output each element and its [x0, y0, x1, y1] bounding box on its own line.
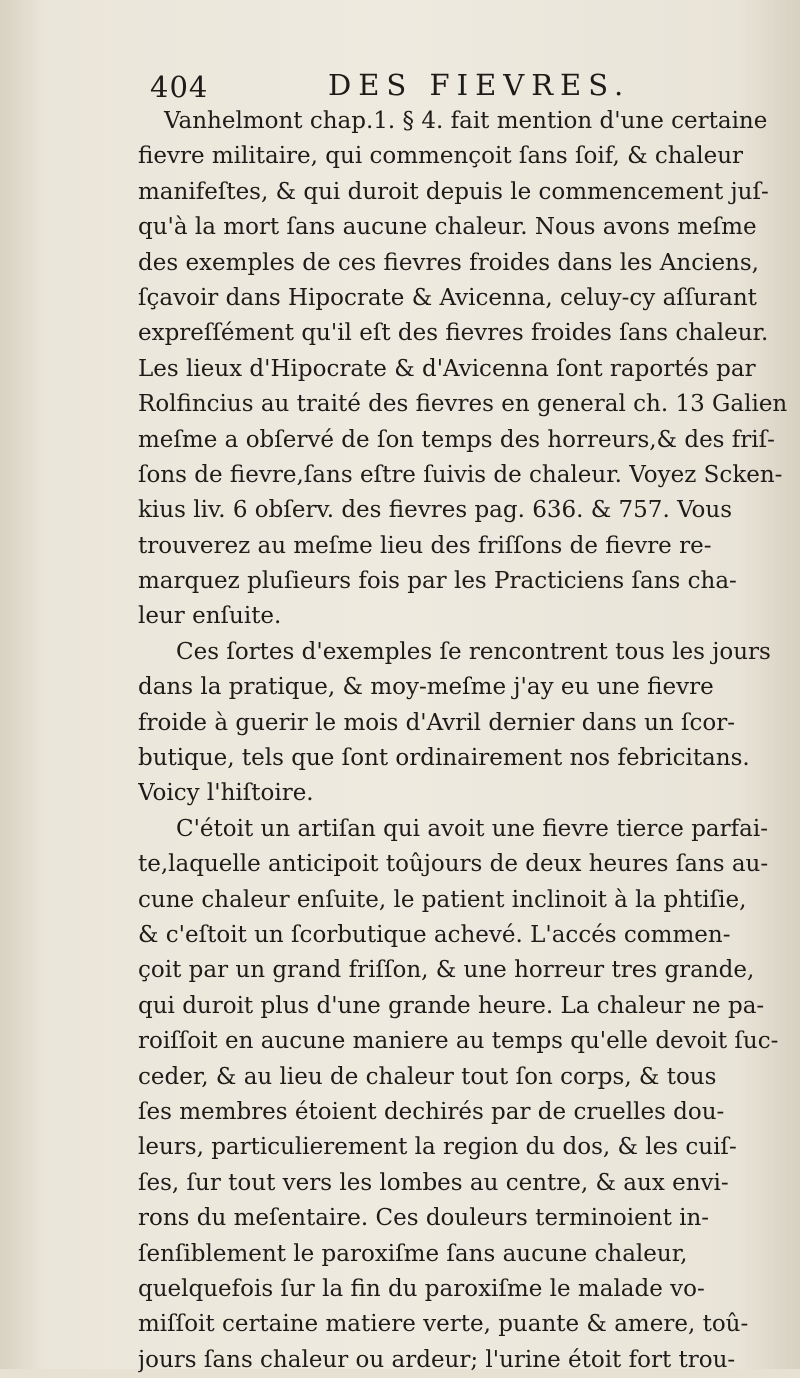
text-line: marquez pluſieurs fois par les Practiciens ſans cha- — [138, 568, 737, 595]
text-line: Voicy l'hiſtoire. — [138, 780, 314, 807]
text-line: froide à guerir le mois d'Avril dernier dans un ſcor- — [138, 709, 736, 736]
text-line: dans la pratique, & moy-meſme j'ay eu une fievre — [138, 674, 714, 701]
page-number: 404 — [150, 70, 209, 104]
text-line: çoit par un grand friſſon, & une horreur tres grande, — [138, 957, 755, 984]
text-line: ceder, & au lieu de chaleur tout ſon corps, & tous — [138, 1063, 717, 1090]
text-line: fievre militaire, qui commençoit ſans ſoif, & chaleur — [138, 143, 744, 170]
text-line: ſons de fievre,ſans eſtre ſuivis de chaleur. Voyez Scken- — [138, 461, 783, 488]
text-line: leur enſuite. — [138, 603, 282, 630]
text-line: leurs, particulierement la region du dos, & les cuiſ- — [138, 1134, 737, 1161]
body-text — [138, 104, 794, 1378]
text-line: Ces ſortes d'exemples ſe rencontrent tous les jours — [176, 638, 771, 665]
text-line: ſes membres étoient dechirés par de cruelles dou- — [138, 1098, 725, 1125]
text-line: Vanhelmont chap.1. § 4. fait mention d'une certaine — [164, 108, 768, 134]
text-line: rons du meſentaire. Ces douleurs terminoient in- — [138, 1205, 710, 1232]
text-line: te,laquelle anticipoit toûjours de deux heures ſans au- — [138, 851, 769, 878]
text-line: ſenſiblement le paroxiſme ſans aucune chaleur, — [138, 1240, 688, 1267]
text-line: C'étoit un artiſan qui avoit une fievre tierce parfai- — [176, 815, 768, 842]
text-line: des exemples de ces fievres froides dans les Anciens, — [138, 249, 759, 276]
text-line: trouverez au meſme lieu des friſſons de fievre re- — [138, 532, 712, 559]
text-line: expreſſément qu'il eſt des fievres froides ſans chaleur. — [138, 320, 769, 347]
text-line: Les lieux d'Hipocrate & d'Avicenna ſont raportés par — [138, 355, 756, 382]
text-line: jours ſans chaleur ou ardeur; l'urine étoit fort trou- — [138, 1346, 736, 1373]
text-line: kius liv. 6 obſerv. des fievres pag. 636. & 757. Vous — [138, 497, 733, 524]
page-header — [150, 66, 770, 106]
text-line: & c'eſtoit un ſcorbutique achevé. L'accés commen- — [138, 921, 731, 948]
text-line: ſçavoir dans Hipocrate & Avicenna, celuy-cy aſſurant — [138, 284, 757, 311]
text-line: qui duroit plus d'une grande heure. La chaleur ne pa- — [138, 992, 765, 1019]
text-line: roiſſoit en aucune maniere au temps qu'elle devoit ſuc- — [138, 1028, 779, 1055]
text-line: Rolfincius au traité des fievres en general ch. 13 Galien — [138, 391, 788, 418]
text-line: cune chaleur enſuite, le patient inclinoit à la phtiſie, — [138, 886, 747, 913]
text-line: meſme a obſervé de ſon temps des horreurs,& des friſ- — [138, 426, 775, 453]
text-line: ſes, ſur tout vers les lombes au centre, & aux envi- — [138, 1169, 729, 1196]
text-line: quelquefois ſur la fin du paroxiſme le malade vo- — [138, 1275, 705, 1302]
text-line: miſſoit certaine matiere verte, puante & amere, toû- — [138, 1311, 749, 1338]
text-line: qu'à la mort ſans aucune chaleur. Nous avons meſme — [138, 214, 757, 241]
text-line: butique, tels que ſont ordinairement nos febricitans. — [138, 745, 750, 772]
text-line: manifeſtes, & qui duroit depuis le commencement juſ- — [138, 178, 769, 205]
running-title: DES FIEVRES. — [328, 68, 631, 102]
